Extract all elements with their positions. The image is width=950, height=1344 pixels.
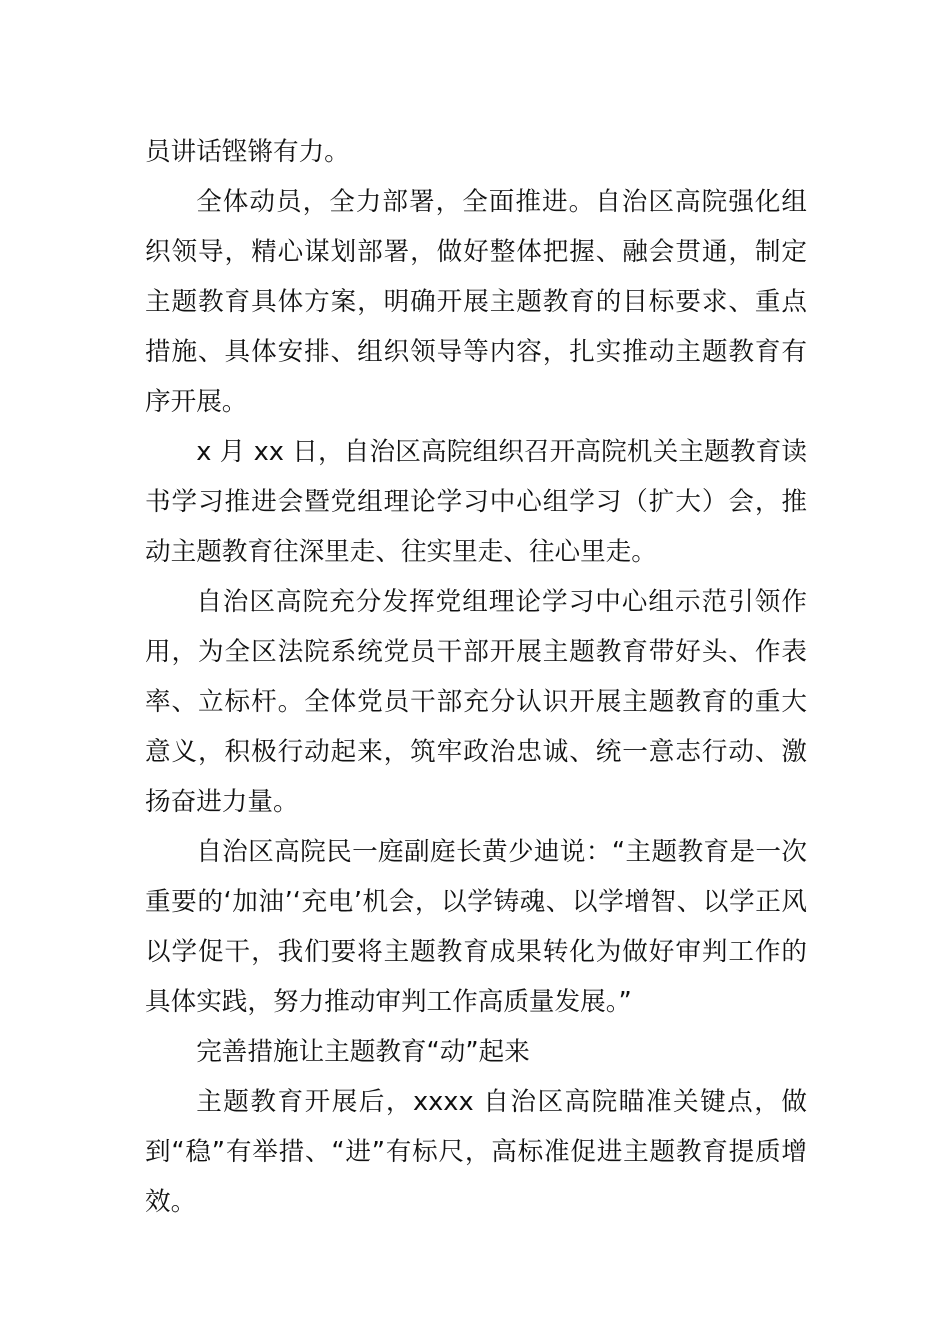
paragraph-meeting: x 月 xx 日，自治区高院组织召开高院机关主题教育读书学习推进会暨党组理论学习中心组学习（扩大）会，推动主题教育往深里走、往实里走、往心里走。 [145, 437, 807, 567]
paragraph-deployment: 全体动员，全力部署，全面推进。自治区高院强化组织领导，精心谋划部署，做好整体把握、融会贯通，制定主题教育具体方案，明确开展主题教育的目标要求、重点措施、具体安排、组织领导等内容，扎实推动主题教育有序开展。 [145, 187, 807, 417]
paragraph-leadership: 自治区高院充分发挥党组理论学习中心组示范引领作用，为全区法院系统党员干部开展主题教育带好头、作表率、立标杆。全体党员干部充分认识开展主题教育的重大意义，积极行动起来，筑牢政治忠诚、统一意志行动、激扬奋进力量。 [145, 587, 807, 817]
paragraph-quote: 自治区高院民一庭副庭长黄少迪说：“主题教育是一次重要的‘加油’‘充电’机会，以学铸魂、以学增智、以学正风以学促干，我们要将主题教育成果转化为做好审判工作的具体实践，努力推动审判工作高质量发展。” [145, 837, 807, 1017]
document-page [145, 127, 807, 1227]
paragraph-continuation: 员讲话铿锵有力。 [145, 137, 350, 167]
paragraph-measures: 主题教育开展后，xxxx 自治区高院瞄准关键点，做到“稳”有举措、“进”有标尺，高标准促进主题教育提质增效。 [145, 1087, 807, 1217]
section-heading: 完善措施让主题教育“动”起来 [196, 1037, 530, 1067]
